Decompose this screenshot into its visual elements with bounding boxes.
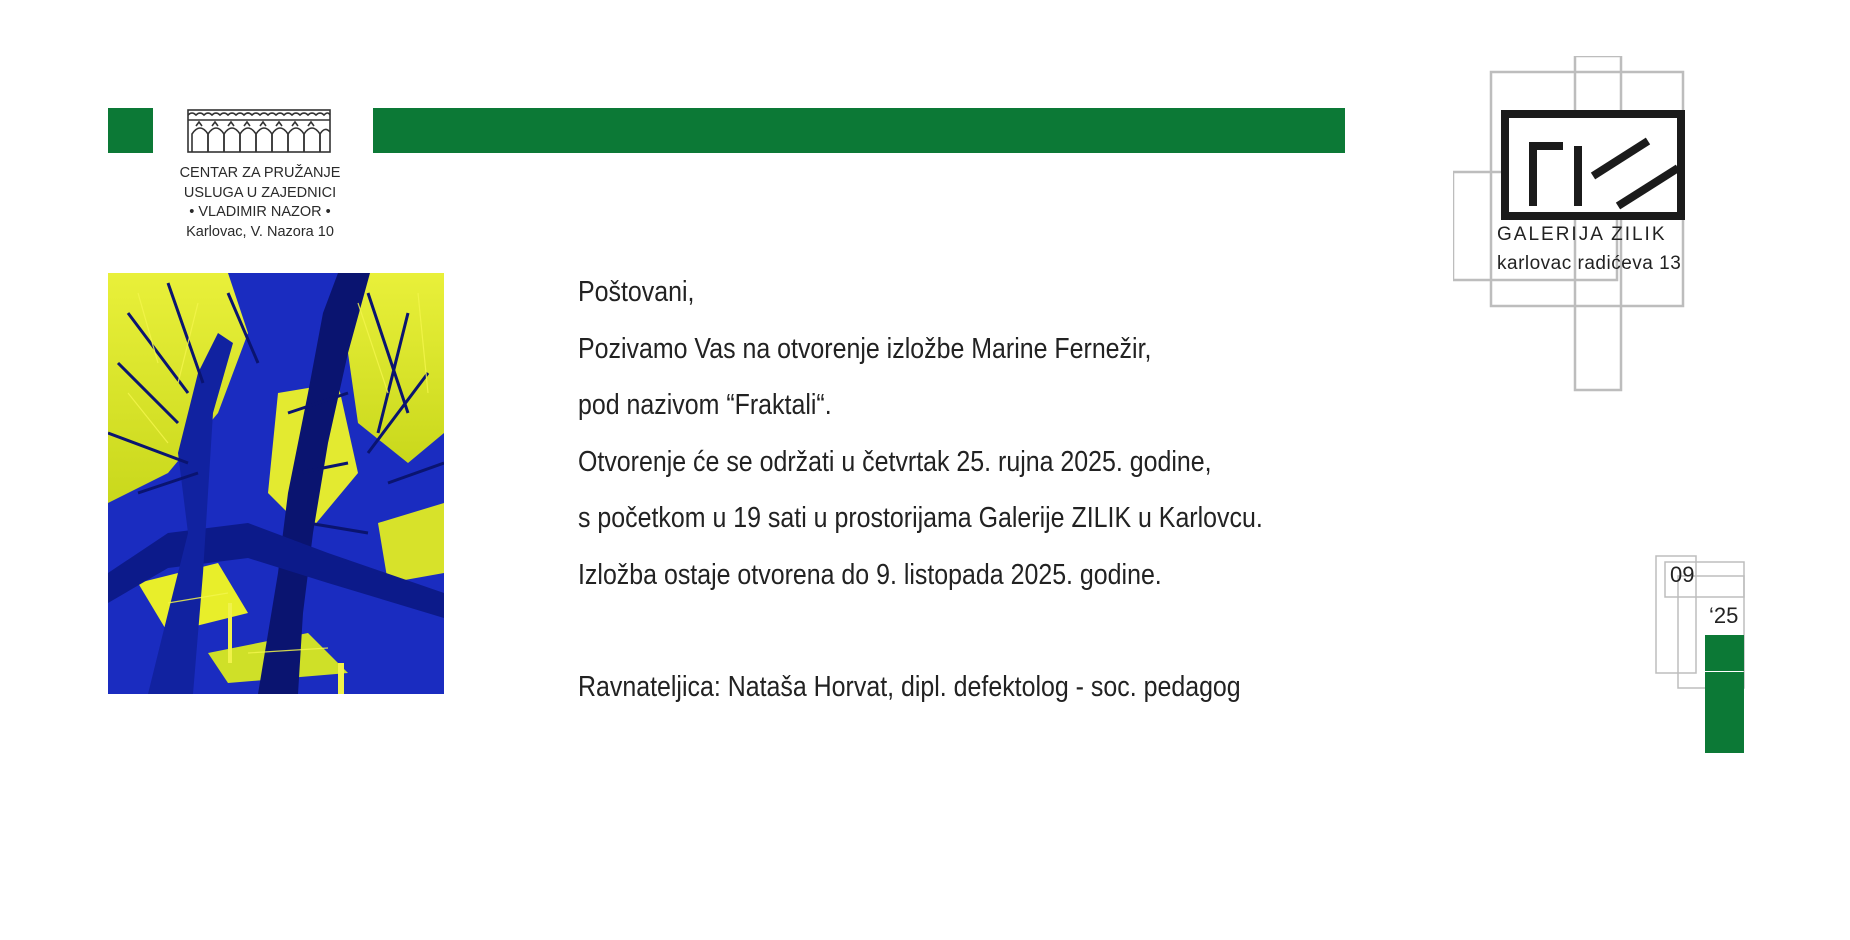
invitation-letter (578, 264, 1266, 716)
letter-line-3: Otvorenje će se održati u četvrtak 25. rujna 2025. godine, (578, 445, 1212, 478)
green-square-decoration (108, 108, 153, 153)
arch-colonnade-crest-icon (186, 108, 332, 154)
institution-line-1: CENTAR ZA PRUŽANJE (179, 165, 341, 181)
fractal-trees-painting-icon (108, 273, 444, 694)
letter-line-4: s početkom u 19 sati u prostorijama Galerije ZILIK u Karlovcu. (578, 502, 1263, 534)
gallery-name: GALERIJA ZILIK (1497, 224, 1667, 245)
letter-greeting: Poštovani, (578, 276, 695, 308)
date-mark-frame (1655, 554, 1745, 754)
letter-line-2: pod nazivom “Fraktali“. (578, 389, 832, 421)
institution-address-block (155, 164, 365, 242)
green-bar-decoration (373, 108, 1345, 153)
letter-line-5: Izložba ostaje otvorena do 9. listopada 2025. godine. (578, 558, 1162, 591)
institution-line-3: • VLADIMIR NAZOR • (189, 204, 331, 220)
date-year: ‘25 (1709, 603, 1739, 628)
institution-line-2: USLUGA U ZAJEDNICI (183, 184, 337, 201)
letter-signature: Ravnateljica: Nataša Horvat, dipl. defektolog - soc. pedagog (578, 671, 1241, 703)
institution-line-4: Karlovac, V. Nazora 10 (186, 223, 334, 240)
letter-line-1: Pozivamo Vas na otvorenje izložbe Marine Fernežir, (578, 332, 1152, 365)
gallery-address: karlovac radićeva 13 (1497, 253, 1682, 274)
date-month: 09 (1670, 562, 1695, 587)
